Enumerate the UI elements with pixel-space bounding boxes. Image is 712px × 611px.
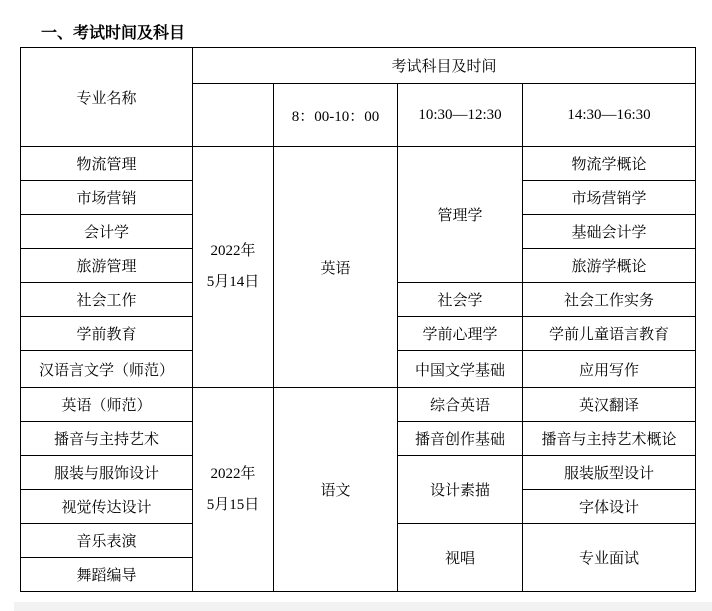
afternoon-subject-cell: 社会工作实务: [523, 283, 696, 317]
midday-subject-cell: 社会学: [398, 283, 523, 317]
afternoon-subject-cell: 播音与主持艺术概论: [523, 422, 696, 456]
morning-subject-cell: 英语: [274, 147, 398, 388]
major-cell: 英语（师范）: [21, 388, 193, 422]
time-slot-afternoon: 14:30—16:30: [523, 84, 696, 147]
afternoon-subject-cell: 市场营销学: [523, 181, 696, 215]
afternoon-subject-cell: 学前儿童语言教育: [523, 317, 696, 351]
page-title: 一、考试时间及科目: [41, 25, 186, 42]
major-cell: 学前教育: [21, 317, 193, 351]
major-cell: 音乐表演: [21, 524, 193, 558]
midday-subject-cell: 播音创作基础: [398, 422, 523, 456]
major-cell: 视觉传达设计: [21, 490, 193, 524]
major-cell: 物流管理: [21, 147, 193, 181]
afternoon-subject-cell: 基础会计学: [523, 215, 696, 249]
table-row: [21, 388, 696, 422]
major-cell: 播音与主持艺术: [21, 422, 193, 456]
exam-schedule-table: [20, 47, 696, 592]
afternoon-subject-cell: 字体设计: [523, 490, 696, 524]
midday-subject-cell: 学前心理学: [398, 317, 523, 351]
major-cell: 汉语言文学（师范）: [21, 351, 193, 388]
date-line-1: 2022年: [210, 465, 256, 482]
date-line-1: 2022年: [210, 243, 256, 260]
major-cell: 市场营销: [21, 181, 193, 215]
time-slot-midday: 10:30—12:30: [398, 84, 523, 147]
midday-subject-cell: 视唱: [398, 524, 523, 592]
major-cell: 会计学: [21, 215, 193, 249]
time-slot-morning: 8：00-10：00: [274, 84, 398, 147]
empty-header-cell: [193, 84, 274, 147]
afternoon-subject-cell: 服装版型设计: [523, 456, 696, 490]
major-cell: 社会工作: [21, 283, 193, 317]
table-row: [21, 147, 696, 181]
exam-date-cell: [193, 388, 274, 592]
afternoon-subject-cell: 英汉翻译: [523, 388, 696, 422]
afternoon-subject-cell: 专业面试: [523, 524, 696, 592]
major-column-header: 专业名称: [21, 48, 193, 147]
morning-subject-cell: 语文: [274, 388, 398, 592]
afternoon-subject-cell: 应用写作: [523, 351, 696, 388]
header-row-1: [21, 48, 696, 84]
date-line-2: 5月15日: [206, 496, 260, 513]
midday-subject-cell: 设计素描: [398, 456, 523, 524]
afternoon-subject-cell: 旅游学概论: [523, 249, 696, 283]
page-bottom-divider: [14, 602, 712, 611]
midday-subject-cell: 管理学: [398, 147, 523, 283]
afternoon-subject-cell: 物流学概论: [523, 147, 696, 181]
midday-subject-cell: 综合英语: [398, 388, 523, 422]
major-cell: 服装与服饰设计: [21, 456, 193, 490]
exam-date-cell: [193, 147, 274, 388]
major-cell: 舞蹈编导: [21, 558, 193, 592]
subjects-and-time-header: 考试科目及时间: [193, 48, 696, 84]
major-cell: 旅游管理: [21, 249, 193, 283]
date-line-2: 5月14日: [206, 274, 260, 290]
midday-subject-cell: 中国文学基础: [398, 351, 523, 388]
